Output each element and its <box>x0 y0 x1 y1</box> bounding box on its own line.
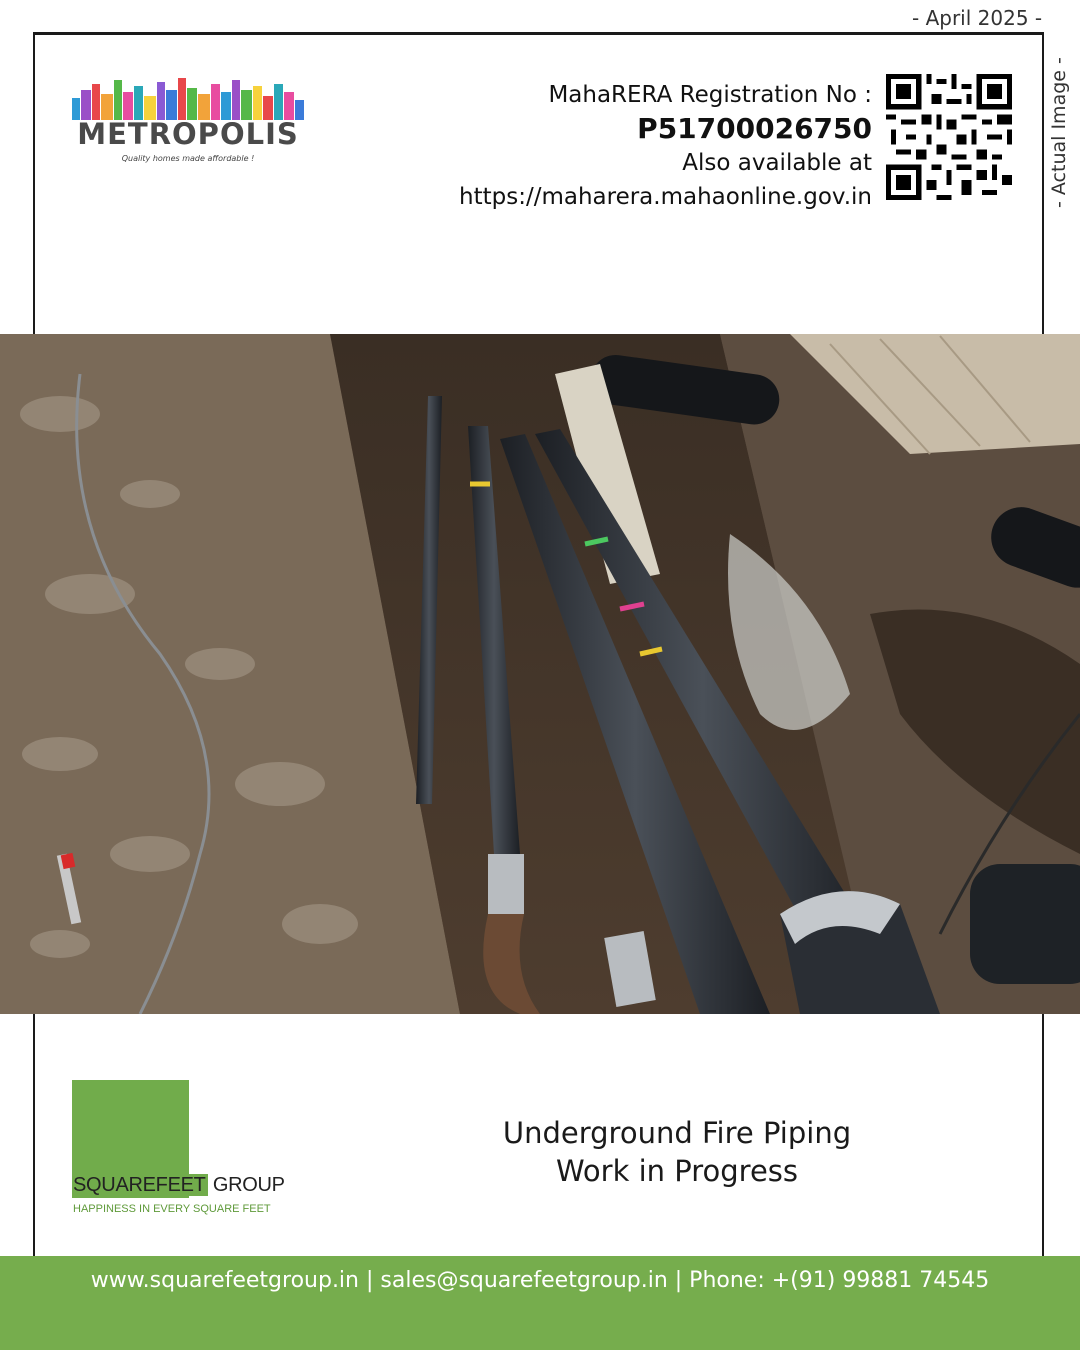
qr-code-icon[interactable] <box>886 74 1012 200</box>
frame-right-line <box>1042 32 1044 334</box>
metropolis-tagline: Quality homes made affordable ! <box>121 154 255 163</box>
date-label: - April 2025 - <box>912 6 1043 30</box>
frame-left-line-lower <box>33 1014 35 1256</box>
rera-available-label: Also available at <box>682 150 872 176</box>
actual-image-label: - Actual Image - <box>1048 57 1070 208</box>
squarefeet-logo-name <box>72 1174 285 1197</box>
metropolis-name: METROPOLIS <box>77 117 299 151</box>
frame-top-line <box>33 32 1044 35</box>
footer-contact[interactable]: www.squarefeetgroup.in | sales@squarefeetgroup.in | Phone: +(91) 99881 74545 <box>90 1268 990 1293</box>
caption <box>450 1114 904 1190</box>
rera-url: https://maharera.mahaonline.gov.in <box>459 184 872 210</box>
rera-label: MahaRERA Registration No : <box>548 82 872 108</box>
squarefeet-tagline: HAPPINESS IN EVERY SQUARE FEET <box>73 1203 271 1215</box>
construction-site-photo <box>0 334 1080 1014</box>
caption-line-1: Underground Fire Piping <box>502 1116 852 1150</box>
frame-left-line <box>33 32 35 334</box>
rera-number: P51700026750 <box>637 112 872 145</box>
squarefeet-logo-name-highlight: SQUAREFEET <box>73 1174 206 1196</box>
frame-right-line-lower <box>1042 1014 1044 1256</box>
caption-line-2: Work in Progress <box>555 1154 799 1188</box>
squarefeet-logo-name-rest: GROUP <box>207 1174 285 1196</box>
rera-info <box>459 78 872 214</box>
